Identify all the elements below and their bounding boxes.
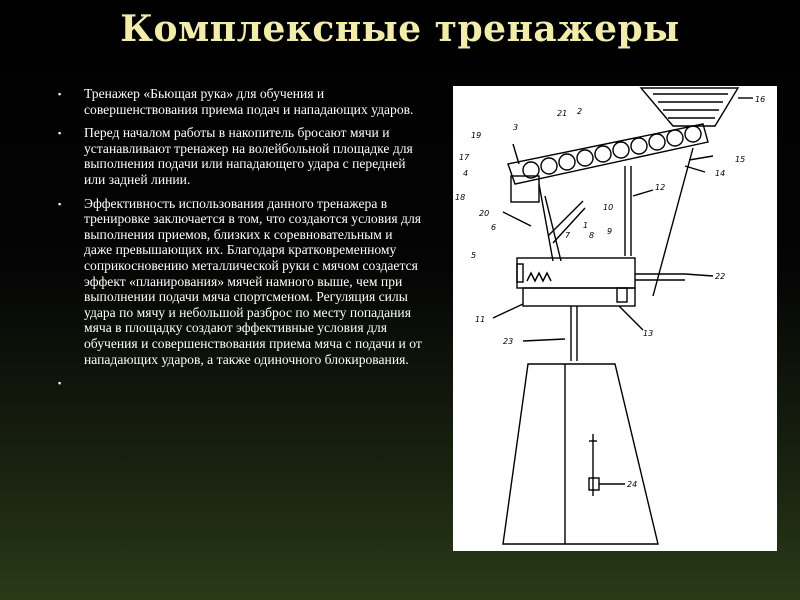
label-2: 2 bbox=[577, 107, 583, 116]
base-box bbox=[517, 258, 635, 288]
label-12: 12 bbox=[655, 183, 666, 192]
trainer-diagram bbox=[453, 86, 777, 551]
bullet-marker: ▪ bbox=[58, 89, 62, 99]
bullet-item bbox=[58, 196, 423, 368]
label-9: 9 bbox=[607, 227, 613, 236]
label-17: 17 bbox=[459, 153, 470, 162]
bullet-item bbox=[58, 125, 423, 187]
label-15: 15 bbox=[735, 155, 746, 164]
bullet-marker: ▪ bbox=[58, 198, 62, 209]
label-6: 6 bbox=[491, 223, 497, 232]
bullet-list bbox=[58, 86, 423, 389]
bullet-text: Тренажер «Бьющая рука» для обучения и совершенствования приема подач и нападающих ударов. bbox=[84, 86, 414, 117]
label-7: 7 bbox=[565, 231, 571, 240]
label-1: 1 bbox=[583, 221, 589, 230]
stand-frame bbox=[503, 364, 658, 544]
bullet-marker: ▪ bbox=[58, 378, 62, 389]
bullet-marker: ▪ bbox=[58, 128, 62, 139]
label-8: 8 bbox=[589, 231, 595, 240]
label-22: 22 bbox=[715, 272, 726, 281]
bullet-text: Перед началом работы в накопитель бросают мячи и устанавливают тренажер на волейбольной площадке для выполнения подачи или нападающего удара с передней или задней линии. bbox=[84, 125, 413, 187]
label-13: 13 bbox=[643, 329, 654, 338]
label-24: 24 bbox=[627, 480, 638, 489]
slide-title: Комплексные тренажеры bbox=[120, 8, 680, 50]
bullet-item bbox=[58, 86, 423, 117]
bullet-text: Эффективность использования данного тренажера в тренировке заключается в том, что создаются условия для выполнения приемов, близких к соревновательным и даже превышающих их. Благодаря кратковременному соприкосновению металлической руки с мячом создается эффект «планирования» мячей намного выше, чем при выполнении подачи мяча спортсменом. Регуляция силы удара по мячу и небольшой разброс по месту попадания мяча в площадку создают эффективные условия для обучения и совершенствования приема мяча с подачи и от нападающих ударов, а также одиночного блокирования. bbox=[84, 195, 422, 367]
label-19: 19 bbox=[471, 131, 482, 140]
label-23: 23 bbox=[503, 337, 514, 346]
trainer-drawing bbox=[453, 86, 777, 551]
label-21: 21 bbox=[557, 109, 568, 118]
label-18: 18 bbox=[455, 193, 466, 202]
label-4: 4 bbox=[463, 169, 469, 178]
label-20: 20 bbox=[479, 209, 490, 218]
label-10: 10 bbox=[603, 203, 614, 212]
label-5: 5 bbox=[471, 251, 477, 260]
label-14: 14 bbox=[715, 169, 726, 178]
label-16: 16 bbox=[755, 95, 766, 104]
label-3: 3 bbox=[513, 123, 519, 132]
label-11: 11 bbox=[475, 315, 486, 324]
